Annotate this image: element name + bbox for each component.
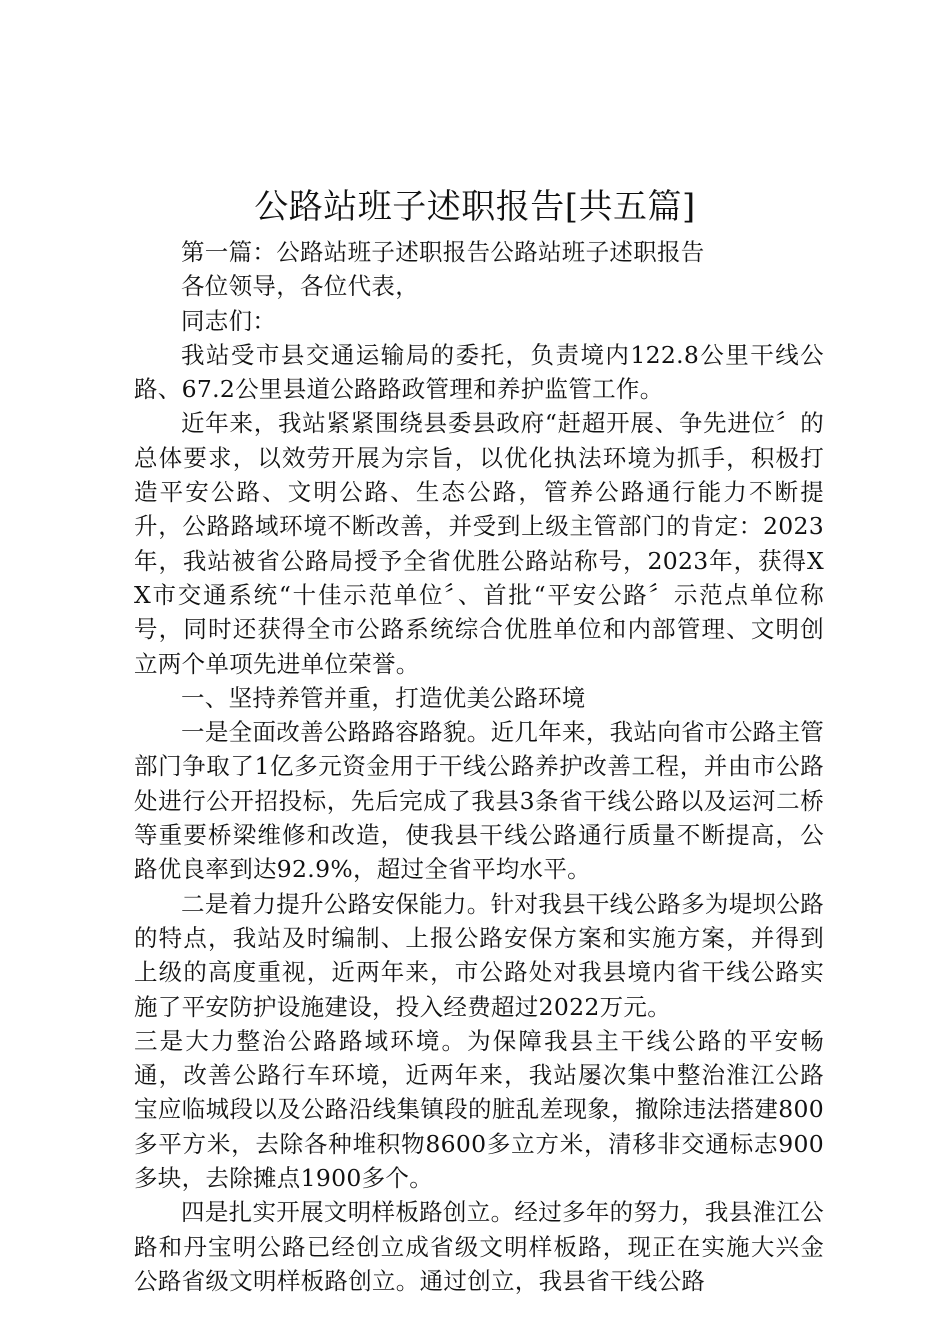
salutation-leaders: 各位领导，各位代表， [181, 272, 419, 301]
paragraph-recent-years: 近年来，我站紧紧围绕县委县政府“赶超开展、争先进位〞的总体要求，以效劳开展为宗旨，以优化执法环境为抓手，积极打造平安公路、文明公路、生态公路，管养公路通行能力不断提升，公路路域环境不断改善，并受到上级主管部门的肯定：2023年，我站被省公路局授予全省优胜公路站称号，2023年，获得XX市交通系统“十佳示范单位〞、首批“平安公路〞示范点单位称号，同时还获得全市公路系统综合优胜单位和内部管理、文明创立两个单项先进单位荣誉。 [134, 409, 824, 678]
document-body [134, 235, 824, 1298]
paragraph-point-four: 四是扎实开展文明样板路创立。经过多年的努力，我县淮江公路和丹宝明公路已经创立成省级文明样板路，现正在实施大兴金公路省级文明样板路创立。通过创立，我县省干线公路 [134, 1198, 824, 1295]
section-heading-one: 一、坚持养管并重，打造优美公路环境 [181, 683, 586, 712]
section-heading-part-one: 第一篇：公路站班子述职报告公路站班子述职报告 [181, 238, 705, 266]
salutation-comrades: 同志们： [181, 306, 277, 335]
paragraph-point-one: 一是全面改善公路路容路貌。近几年来，我站向省市公路主管部门争取了1亿多元资金用于干线公路养护改善工程，并由市公路处进行公开招投标，先后完成了我县3条省干线公路以及运河二桥等重要桥梁维修和改造，使我县干线公路通行质量不断提高，公路优良率到达92.9%，超过全省平均水平。 [134, 718, 824, 884]
paragraph-point-two: 二是着力提升公路安保能力。针对我县干线公路多为堤坝公路的特点，我站及时编制、上报公路安保方案和实施方案，并得到上级的高度重视，近两年来，市公路处对我县境内省干线公路实施了平安防护设施建设，投入经费超过2022万元。 [134, 889, 824, 1021]
paragraph-responsibility: 我站受市县交通运输局的委托，负责境内122.8公里干线公路、67.2公里县道公路路政管理和养护监管工作。 [134, 340, 824, 404]
paragraph-point-three: 三是大力整治公路路域环境。为保障我县主干线公路的平安畅通，改善公路行车环境，近两年来，我站屡次集中整治淮江公路宝应临城段以及公路沿线集镇段的脏乱差现象，撤除违法搭建800多平方米，去除各种堆积物8600多立方米，清移非交通标志900多块，去除摊点1900多个。 [134, 1026, 824, 1193]
document-title: 公路站班子述职报告[共五篇] [254, 187, 696, 227]
